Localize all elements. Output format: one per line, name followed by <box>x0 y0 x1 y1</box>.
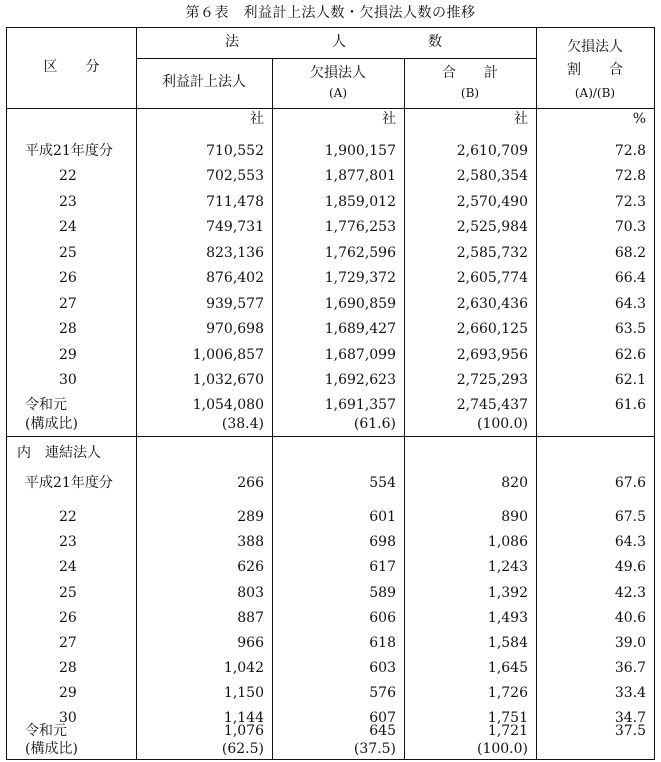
row-label: 平成21年度分 <box>25 143 113 159</box>
profit-value: 711,478 <box>206 194 264 210</box>
profit-value: 1,054,080 <box>192 397 264 413</box>
table-title: 第６表 利益計上法人数・欠損法人数の推移 <box>185 5 476 21</box>
row-label: 24 <box>59 219 77 235</box>
ratio-value: 39.0 <box>614 635 646 651</box>
profit-value: 289 <box>237 509 264 525</box>
profit-value: 710,552 <box>206 143 264 159</box>
profit-value: 876,402 <box>206 270 264 286</box>
profit-value: 887 <box>237 610 264 626</box>
profit-value: 1,006,857 <box>192 347 264 363</box>
total-value: 2,525,984 <box>456 219 528 235</box>
total-value: 2,570,490 <box>456 194 528 210</box>
header-total: 合 計 <box>442 65 498 81</box>
ratio-value: 34.7 <box>614 710 646 726</box>
total-value: 890 <box>501 509 528 525</box>
ratio-value: 70.3 <box>614 219 646 235</box>
ratio-value: 72.8 <box>614 168 646 184</box>
total-value: 1,392 <box>487 585 528 601</box>
header-deficit: 欠損法人 <box>310 65 366 81</box>
total-value: 1,645 <box>487 660 528 676</box>
unit-profit: 社 <box>250 111 264 127</box>
ratio-value: 62.1 <box>614 372 646 388</box>
deficit-value: 1,776,253 <box>324 219 396 235</box>
ratio-value: 36.7 <box>614 660 646 676</box>
profit-value: 388 <box>237 534 264 550</box>
row-label: 平成21年度分 <box>25 475 113 491</box>
deficit-value: 1,762,596 <box>324 245 396 261</box>
deficit-value: 1,729,372 <box>324 270 396 286</box>
deficit-value: 1,900,157 <box>324 143 396 159</box>
profit-value: 823,136 <box>206 245 264 261</box>
ratio-value: 64.3 <box>614 296 646 312</box>
header-profit: 利益計上法人 <box>162 74 246 90</box>
unit-total: 社 <box>514 111 528 127</box>
row-label: 22 <box>59 168 77 184</box>
total-value: 2,693,956 <box>456 347 528 363</box>
total-value: 1,493 <box>487 610 528 626</box>
total-value: 2,580,354 <box>456 168 528 184</box>
header-ho: 法 <box>225 34 239 50</box>
comp-total: (100.0) <box>476 416 528 432</box>
deficit-value: 1,877,801 <box>324 168 396 184</box>
ratio-value: 42.3 <box>614 585 646 601</box>
header-kubun: 区 分 <box>43 59 100 75</box>
row-label: 22 <box>59 509 77 525</box>
header-total-sub: (B) <box>460 86 480 100</box>
deficit-value: 698 <box>369 534 396 550</box>
deficit-value: 589 <box>369 585 396 601</box>
ratio-value: 40.6 <box>614 610 646 626</box>
ratio-value: 66.4 <box>614 270 646 286</box>
row-label: 26 <box>59 270 77 286</box>
row-label: 24 <box>59 559 77 575</box>
deficit-value: 1,690,859 <box>324 296 396 312</box>
section-heading: 内 連結法人 <box>17 445 101 461</box>
ratio-value: 72.3 <box>614 194 646 210</box>
header-ratio-2: 割 合 <box>567 62 623 78</box>
row-label: 28 <box>59 321 77 337</box>
deficit-value: 1,691,357 <box>324 397 396 413</box>
total-value: 1,721 <box>487 723 528 739</box>
profit-value: 1,150 <box>223 685 264 701</box>
header-nin: 人 <box>332 34 346 50</box>
row-label: 26 <box>59 610 77 626</box>
profit-value: 702,553 <box>206 168 264 184</box>
profit-value: 966 <box>237 635 264 651</box>
ratio-value: 61.6 <box>614 397 646 413</box>
unit-deficit: 社 <box>382 111 396 127</box>
total-value: 2,630,436 <box>456 296 528 312</box>
section-rule <box>7 436 654 437</box>
total-value: 2,725,293 <box>456 372 528 388</box>
profit-value: 1,076 <box>223 723 264 739</box>
row-label: 27 <box>59 635 77 651</box>
ratio-value: 49.6 <box>614 559 646 575</box>
row-label: 令和元 <box>25 723 67 739</box>
header-subrule <box>136 58 536 59</box>
row-label: 23 <box>59 534 77 550</box>
total-value: 820 <box>501 475 528 491</box>
header-ratio-1: 欠損法人 <box>567 39 623 55</box>
total-value: 1,751 <box>487 710 528 726</box>
ratio-value: 62.6 <box>614 347 646 363</box>
comp-label: (構成比) <box>25 741 78 757</box>
deficit-value: 1,859,012 <box>324 194 396 210</box>
row-label: 25 <box>59 245 77 261</box>
deficit-value: 603 <box>369 660 396 676</box>
comp-deficit: (37.5) <box>353 741 396 757</box>
deficit-value: 618 <box>369 635 396 651</box>
deficit-value: 645 <box>369 723 396 739</box>
deficit-value: 1,692,623 <box>324 372 396 388</box>
comp-total: (100.0) <box>476 741 528 757</box>
row-label: 29 <box>59 685 77 701</box>
total-value: 1,726 <box>487 685 528 701</box>
header-deficit-sub: (A) <box>328 86 348 100</box>
ratio-value: 63.5 <box>614 321 646 337</box>
deficit-value: 617 <box>369 559 396 575</box>
profit-value: 1,144 <box>223 710 264 726</box>
header-su: 数 <box>428 34 442 50</box>
total-value: 1,243 <box>487 559 528 575</box>
ratio-value: 68.2 <box>614 245 646 261</box>
row-label: 27 <box>59 296 77 312</box>
total-value: 2,745,437 <box>456 397 528 413</box>
ratio-value: 67.5 <box>614 509 646 525</box>
profit-value: 1,032,670 <box>192 372 264 388</box>
total-value: 2,605,774 <box>456 270 528 286</box>
deficit-value: 601 <box>369 509 396 525</box>
deficit-value: 554 <box>369 475 396 491</box>
total-value: 2,610,709 <box>456 143 528 159</box>
profit-value: 970,698 <box>206 321 264 337</box>
profit-value: 1,042 <box>223 660 264 676</box>
unit-ratio: % <box>632 111 646 127</box>
ratio-value: 64.3 <box>614 534 646 550</box>
deficit-value: 1,687,099 <box>324 347 396 363</box>
deficit-value: 576 <box>369 685 396 701</box>
ratio-value: 37.5 <box>614 723 646 739</box>
comp-profit: (62.5) <box>221 741 264 757</box>
comp-deficit: (61.6) <box>353 416 396 432</box>
comp-label: (構成比) <box>25 416 78 432</box>
ratio-value: 72.8 <box>614 143 646 159</box>
row-label: 25 <box>59 585 77 601</box>
ratio-value: 33.4 <box>614 685 646 701</box>
total-value: 1,086 <box>487 534 528 550</box>
deficit-value: 1,689,427 <box>324 321 396 337</box>
row-label: 令和元 <box>25 397 67 413</box>
comp-profit: (38.4) <box>221 416 264 432</box>
data-table <box>6 27 655 760</box>
profit-value: 626 <box>237 559 264 575</box>
profit-value: 803 <box>237 585 264 601</box>
profit-value: 749,731 <box>206 219 264 235</box>
deficit-value: 607 <box>369 710 396 726</box>
total-value: 1,584 <box>487 635 528 651</box>
profit-value: 939,577 <box>206 296 264 312</box>
row-label: 23 <box>59 194 77 210</box>
row-label: 30 <box>59 710 77 726</box>
header-rule <box>7 108 654 109</box>
row-label: 29 <box>59 347 77 363</box>
deficit-value: 606 <box>369 610 396 626</box>
row-label: 30 <box>59 372 77 388</box>
profit-value: 266 <box>237 475 264 491</box>
header-ratio-3: (A)/(B) <box>574 86 616 100</box>
total-value: 2,660,125 <box>456 321 528 337</box>
ratio-value: 67.6 <box>614 475 646 491</box>
total-value: 2,585,732 <box>456 245 528 261</box>
row-label: 28 <box>59 660 77 676</box>
